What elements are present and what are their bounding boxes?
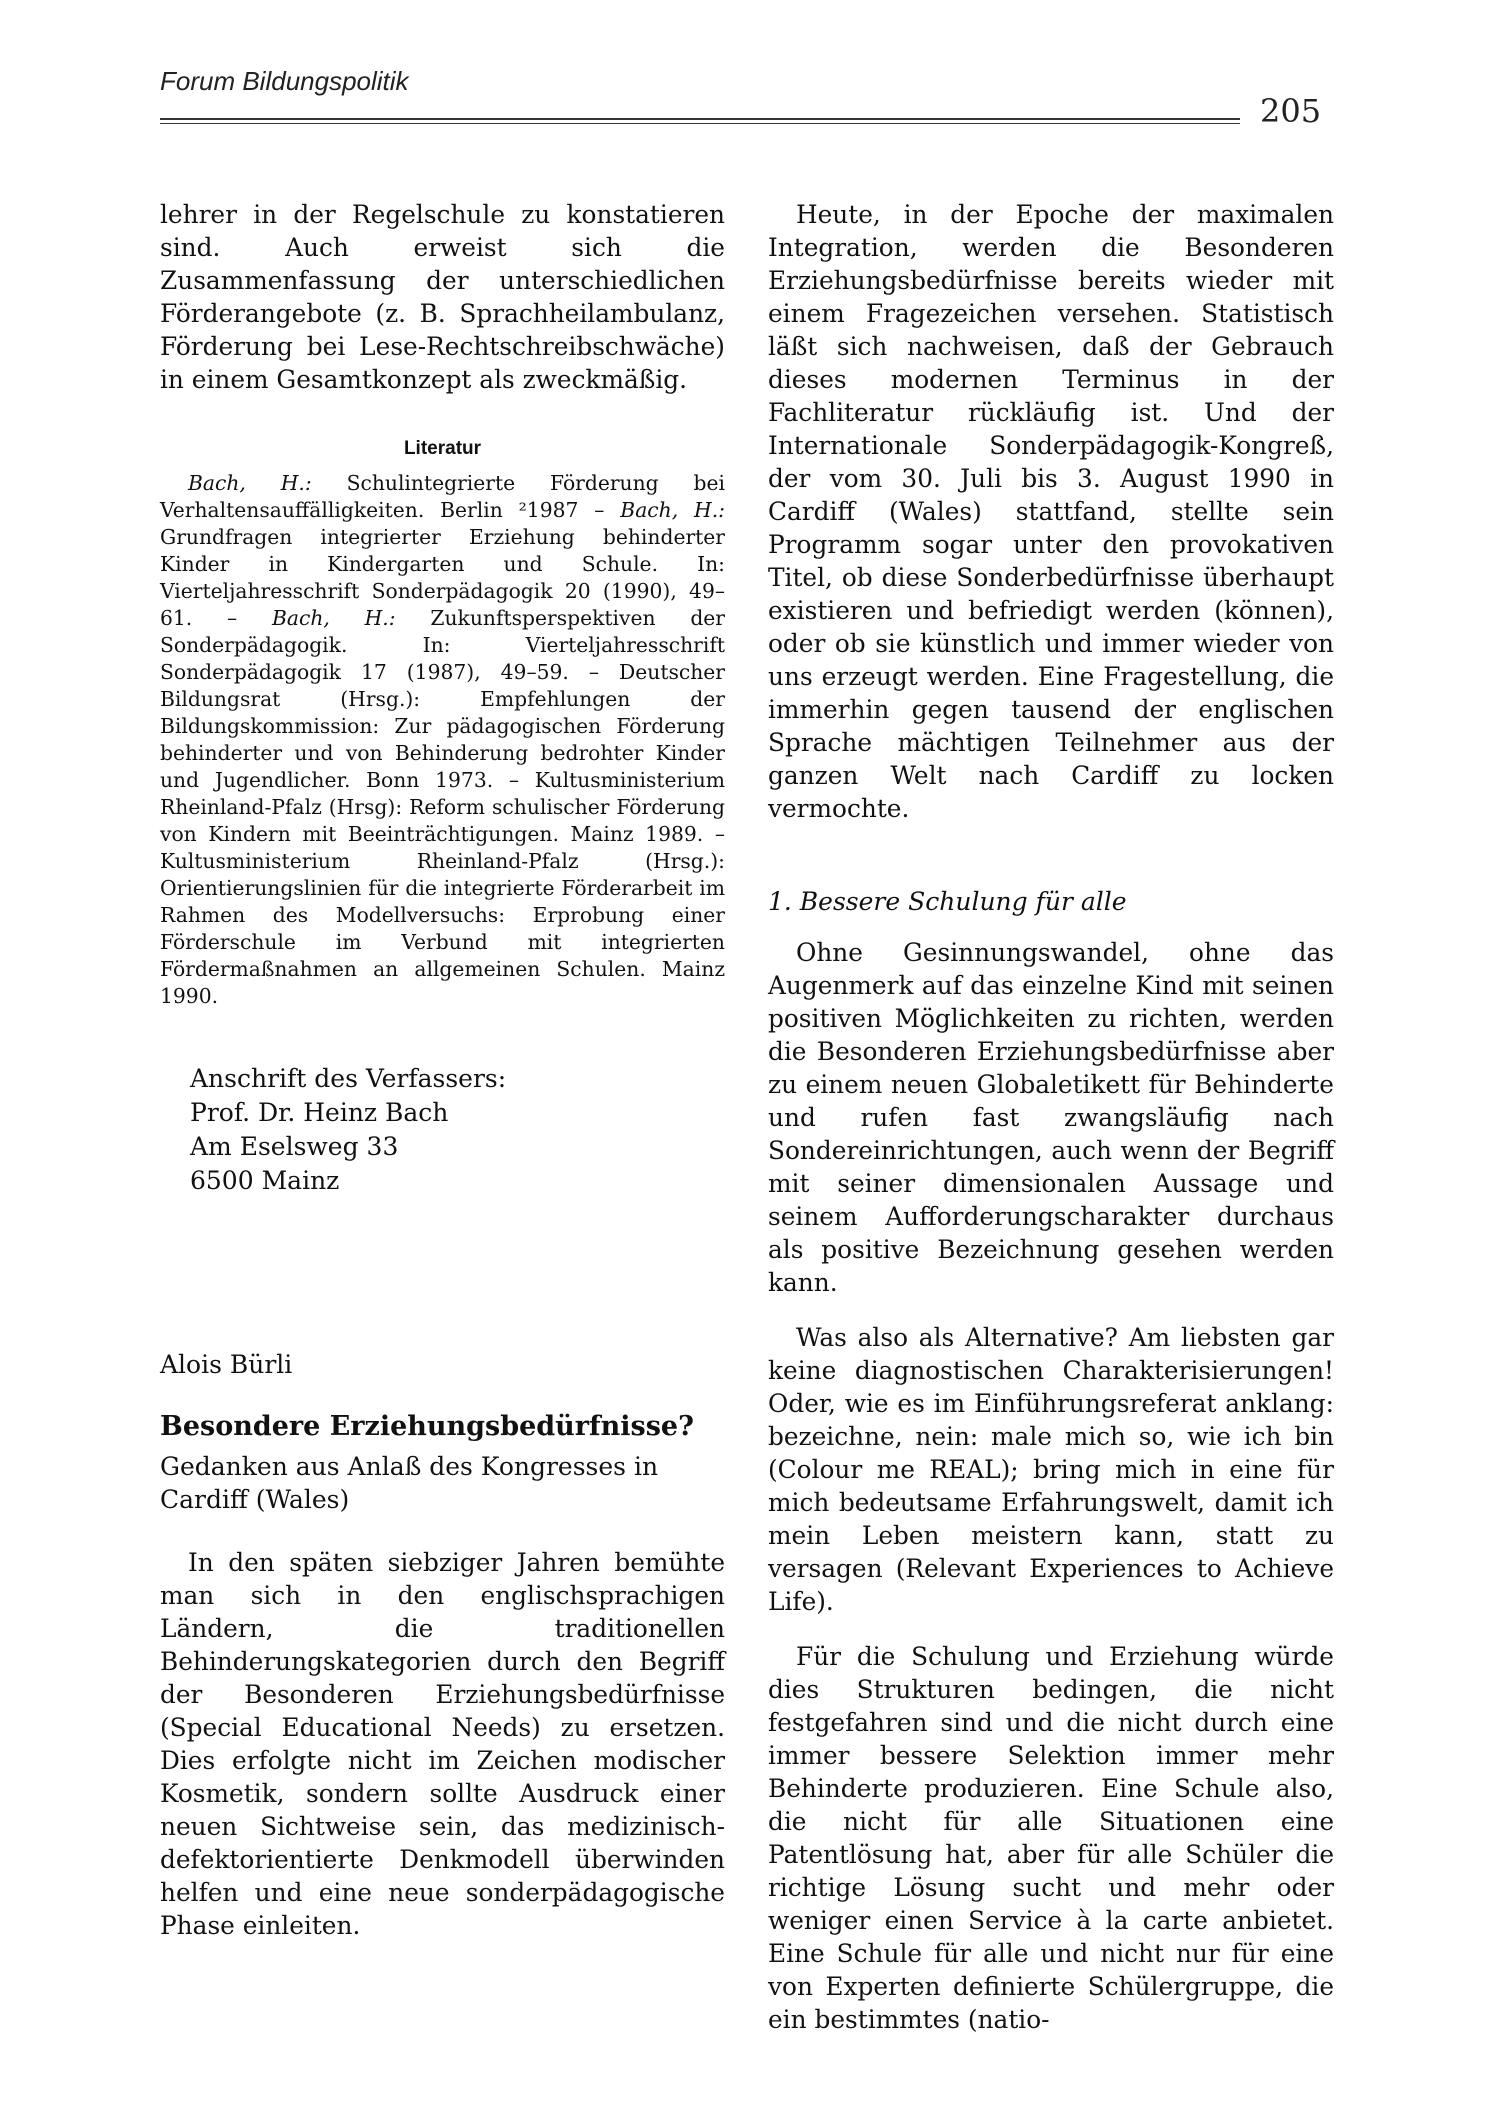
article-title: Besondere Erziehungsbedürfnisse?: [160, 1411, 694, 1442]
address-name: Prof. Dr. Heinz Bach: [190, 1098, 449, 1127]
running-title: Forum Bildungspolitik: [160, 66, 409, 96]
article-paragraph: Ohne Gesinnungswandel, ohne das Augenmerk auf das einzelne Kind mit seinen positiven Möglichkeiten zu richten, werden die Besonderen Erziehungsbedürfnisse aber zu einem neuen Globaletikett für Behinderte und rufen fast zwangsläufig nach Sondereinrichtungen, auch wenn der Begriff mit seiner dimensionalen Aussage und seinem Aufforderungscharakter durchaus als positive Bezeichnung gesehen werden kann.: [768, 938, 1334, 1297]
article-subtitle: Gedanken aus Anlaß des Kongresses in Cardiff (Wales): [160, 1452, 659, 1514]
address-city: 6500 Mainz: [190, 1166, 340, 1195]
header-rule: [160, 118, 1240, 120]
article-paragraph: Für die Schulung und Erziehung würde dies Strukturen bedingen, die nicht festgefahren sind und die nicht durch eine immer bessere Selektion immer mehr Behinderte produzieren. Eine Schule also, die nicht für alle Situationen eine Patentlösung hat, aber für alle Schüler die richtige Lösung sucht und mehr oder weniger einen Service à la carte anbietet. Eine Schule für alle und nicht nur für eine von Experten definierte Schülergruppe, die ein bestimmtes (natio-: [768, 1642, 1334, 2034]
article-paragraph: Heute, in der Epoche der maximalen Integration, werden die Besonderen Erziehungsbedürfnisse bereits wieder mit einem Fragezeichen versehen. Statistisch läßt sich nachweisen, daß der Gebrauch dieses modernen Terminus in der Fachliteratur rückläufig ist. Und der Internationale Sonderpädagogik-Kongreß, der vom 30. Juli bis 3. August 1990 in Cardiff (Wales) stattfand, stellte sein Programm sogar unter den provokativen Titel, ob diese Sonderbedürfnisse überhaupt existieren und befriedigt werden (können), oder ob sie künstlich und immer wieder von uns erzeugt werden. Eine Fragestellung, die immerhin gegen tausend der englischen Sprache mächtigen Teilnehmer aus der ganzen Welt nach Cardiff zu locken vermochte.: [768, 200, 1334, 823]
intro-paragraph: lehrer in der Regelschule zu konstatieren sind. Auch erweist sich die Zusammenfassung der unterschiedlichen Förderangebote (z. B. Sprachheilambulanz, Förderung bei Lese-Rechtschreibschwäche) in einem Gesamtkonzept als zweckmäßig.: [160, 200, 725, 394]
literature-heading: Literatur: [403, 438, 482, 459]
article-paragraph: In den späten siebziger Jahren bemühte man sich in den englischsprachigen Ländern, die traditionellen Behinderungskategorien durch den Begriff der Besonderen Erziehungsbedürfnisse (Special Educational Needs) zu ersetzen. Dies erfolgte nicht im Zeichen modischer Kosmetik, sondern sollte Ausdruck einer neuen Sichtweise sein, das medizinisch-defektorientierte Denkmodell überwinden helfen und eine neue sonderpädagogische Phase einleiten.: [160, 1548, 725, 1940]
ref-author: Bach, H.:: [188, 471, 312, 495]
section-heading: 1. Bessere Schulung für alle: [768, 887, 1127, 916]
literature-list: [160, 470, 725, 1010]
address-street: Am Eselsweg 33: [190, 1132, 399, 1161]
left-column: [160, 198, 725, 1942]
header-rule-thin: [160, 123, 1240, 124]
right-column: [768, 198, 1334, 2036]
ref-author: Bach, H.:: [271, 606, 396, 630]
article-paragraph: Was also als Alternative? Am liebsten gar keine diagnostischen Charakterisierungen! Oder, wie es im Einführungsreferat anklang: bezeichne, nein: male mich so, wie ich bin (Colour me REAL); bring mich in eine für mich bedeutsame Erfahrungswelt, damit ich mein Leben meistern kann, statt zu versagen (Relevant Experiences to Achieve Life).: [768, 1323, 1334, 1616]
address-label: Anschrift des Verfassers:: [190, 1064, 507, 1093]
page-number: 205: [1260, 92, 1322, 130]
ref-text: Schulintegrierte Förderung bei Verhaltensauffälligkeiten. Berlin ²1987 –: [160, 471, 726, 522]
author-address: [190, 1062, 725, 1198]
ref-text: Grundfragen integrierter Erziehung behinderter Kinder in Kindergarten und Schule. In: Vierteljahresschrift Sonderpädagogik 20 (1990), 49–61. –: [160, 525, 725, 630]
ref-author: Bach, H.:: [620, 498, 725, 522]
ref-text: Zukunftsperspektiven der Sonderpädagogik. In: Vierteljahresschrift Sonderpädagogik 17 (1987), 49–59. – Deutscher Bildungsrat (Hrsg.): Empfehlungen der Bildungskommission: Zur pädagogischen Förderung behinderter und von Behinderung bedrohter Kinder und Jugendlicher. Bonn 1973. – Kultusministerium Rheinland-Pfalz (Hrsg): Reform schulischer Förderung von Kindern mit Beeinträchtigungen. Mainz 1989. – Kultusministerium Rheinland-Pfalz (Hrsg.): Orientierungslinien für die integrierte Förderarbeit im Rahmen des Modellversuchs: Erprobung einer Förderschule im Verbund mit integrierten Fördermaßnahmen an allgemeinen Schulen. Mainz 1990.: [160, 606, 725, 1008]
article-author: Alois Bürli: [160, 1350, 293, 1379]
